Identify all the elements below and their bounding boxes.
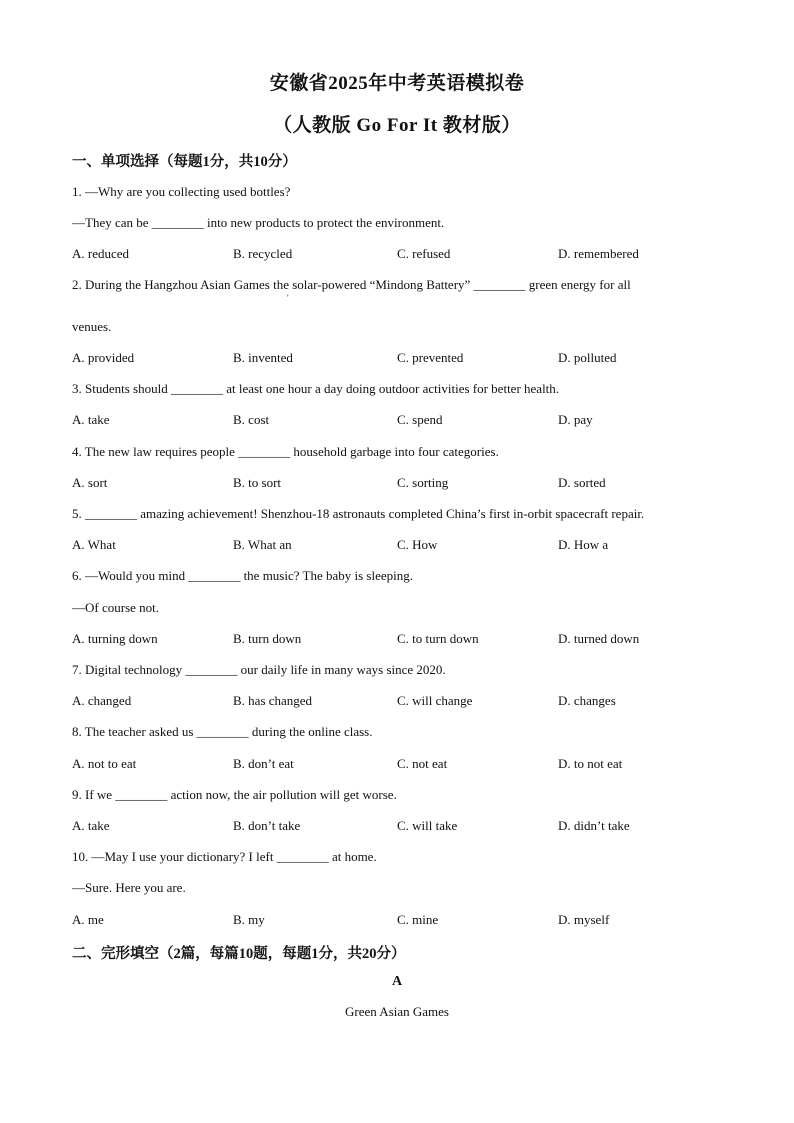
q2-options bbox=[72, 350, 732, 368]
section-1-heading: 一、单项选择（每题1分，共10分） bbox=[72, 154, 297, 170]
q2-stem-2: venues. bbox=[72, 319, 112, 334]
q5-option-b: B. What an bbox=[233, 537, 292, 552]
q5-option-a: A. What bbox=[72, 537, 116, 552]
q6-stem: 6. —Would you mind ________ the music? The baby is sleeping. bbox=[72, 568, 414, 583]
q6-option-b: B. turn down bbox=[233, 631, 302, 646]
exam-title: 安徽省2025年中考英语模拟卷 bbox=[269, 73, 525, 94]
q9-stem: 9. If we ________ action now, the air pollution will get worse. bbox=[72, 787, 397, 802]
q7-option-c: C. will change bbox=[397, 693, 473, 708]
q2-stem: 2. During the Hangzhou Asian Games the solar-powered “Mindong Battery” ________ green energy for all bbox=[72, 277, 631, 292]
q7-options bbox=[72, 693, 732, 711]
q7-option-a: A. changed bbox=[72, 693, 132, 708]
q8-option-d: D. to not eat bbox=[558, 756, 623, 771]
q10-option-d: D. myself bbox=[558, 912, 610, 927]
q1-option-b: B. recycled bbox=[233, 246, 293, 261]
q4-option-c: C. sorting bbox=[397, 475, 449, 490]
q3-stem: 3. Students should ________ at least one hour a day doing outdoor activities for better health. bbox=[72, 381, 560, 396]
q10-option-b: B. my bbox=[233, 912, 265, 927]
q3-option-c: C. spend bbox=[397, 412, 443, 427]
q5-options bbox=[72, 537, 732, 555]
q3-options bbox=[72, 412, 732, 430]
q8-stem: 8. The teacher asked us ________ during the online class. bbox=[72, 724, 373, 739]
q8-option-b: B. don’t eat bbox=[233, 756, 294, 771]
q4-option-b: B. to sort bbox=[233, 475, 282, 490]
q10-stem-2: —Sure. Here you are. bbox=[72, 880, 186, 895]
q9-option-a: A. take bbox=[72, 818, 110, 833]
q10-options bbox=[72, 912, 732, 930]
q9-option-b: B. don’t take bbox=[233, 818, 301, 833]
q9-option-d: D. didn’t take bbox=[558, 818, 630, 833]
q10-option-c: C. mine bbox=[397, 912, 439, 927]
exam-subtitle: （人教版 Go For It 教材版） bbox=[273, 115, 521, 136]
q6-option-d: D. turned down bbox=[558, 631, 640, 646]
q2-option-b: B. invented bbox=[233, 350, 293, 365]
q1-option-d: D. remembered bbox=[558, 246, 639, 261]
q1-option-a: A. reduced bbox=[72, 246, 130, 261]
passage-title: Green Asian Games bbox=[345, 1004, 449, 1019]
q2-option-a: A. provided bbox=[72, 350, 135, 365]
passage-part-label: A bbox=[391, 974, 403, 989]
q3-option-a: A. take bbox=[72, 412, 110, 427]
q5-stem: 5. ________ amazing achievement! Shenzhou-18 astronauts completed China’s first in-orbit spacecraft repair. bbox=[72, 506, 645, 521]
q8-option-a: A. not to eat bbox=[72, 756, 137, 771]
q4-options bbox=[72, 475, 732, 493]
q7-option-b: B. has changed bbox=[233, 693, 313, 708]
q2-option-d: D. polluted bbox=[558, 350, 617, 365]
q4-stem: 4. The new law requires people ________ household garbage into four categories. bbox=[72, 444, 499, 459]
q6-stem-2: —Of course not. bbox=[72, 600, 160, 615]
q8-option-c: C. not eat bbox=[397, 756, 448, 771]
q4-option-d: D. sorted bbox=[558, 475, 606, 490]
q7-option-d: D. changes bbox=[558, 693, 616, 708]
q5-option-c: C. How bbox=[397, 537, 438, 552]
q8-options bbox=[72, 756, 732, 774]
q4-option-a: A. sort bbox=[72, 475, 108, 490]
section-2-heading: 二、完形填空（2篇，每篇10题，每题1分，共20分） bbox=[72, 946, 406, 962]
q2-option-c: C. prevented bbox=[397, 350, 464, 365]
q6-option-c: C. to turn down bbox=[397, 631, 479, 646]
q3-option-d: D. pay bbox=[558, 412, 593, 427]
q6-option-a: A. turning down bbox=[72, 631, 158, 646]
q7-stem: 7. Digital technology ________ our daily life in many ways since 2020. bbox=[72, 662, 446, 677]
q1-stem-2: —They can be ________ into new products to protect the environment. bbox=[72, 215, 445, 230]
q1-stem: 1. —Why are you collecting used bottles? bbox=[72, 184, 291, 199]
q6-options bbox=[72, 631, 732, 649]
q9-options bbox=[72, 818, 732, 836]
q1-option-c: C. refused bbox=[397, 246, 451, 261]
q1-options bbox=[72, 246, 732, 264]
stray-tick-mark: ' bbox=[287, 293, 289, 303]
q5-option-d: D. How a bbox=[558, 537, 609, 552]
q10-stem: 10. —May I use your dictionary? I left ________ at home. bbox=[72, 849, 377, 864]
q10-option-a: A. me bbox=[72, 912, 104, 927]
q9-option-c: C. will take bbox=[397, 818, 458, 833]
q3-option-b: B. cost bbox=[233, 412, 270, 427]
